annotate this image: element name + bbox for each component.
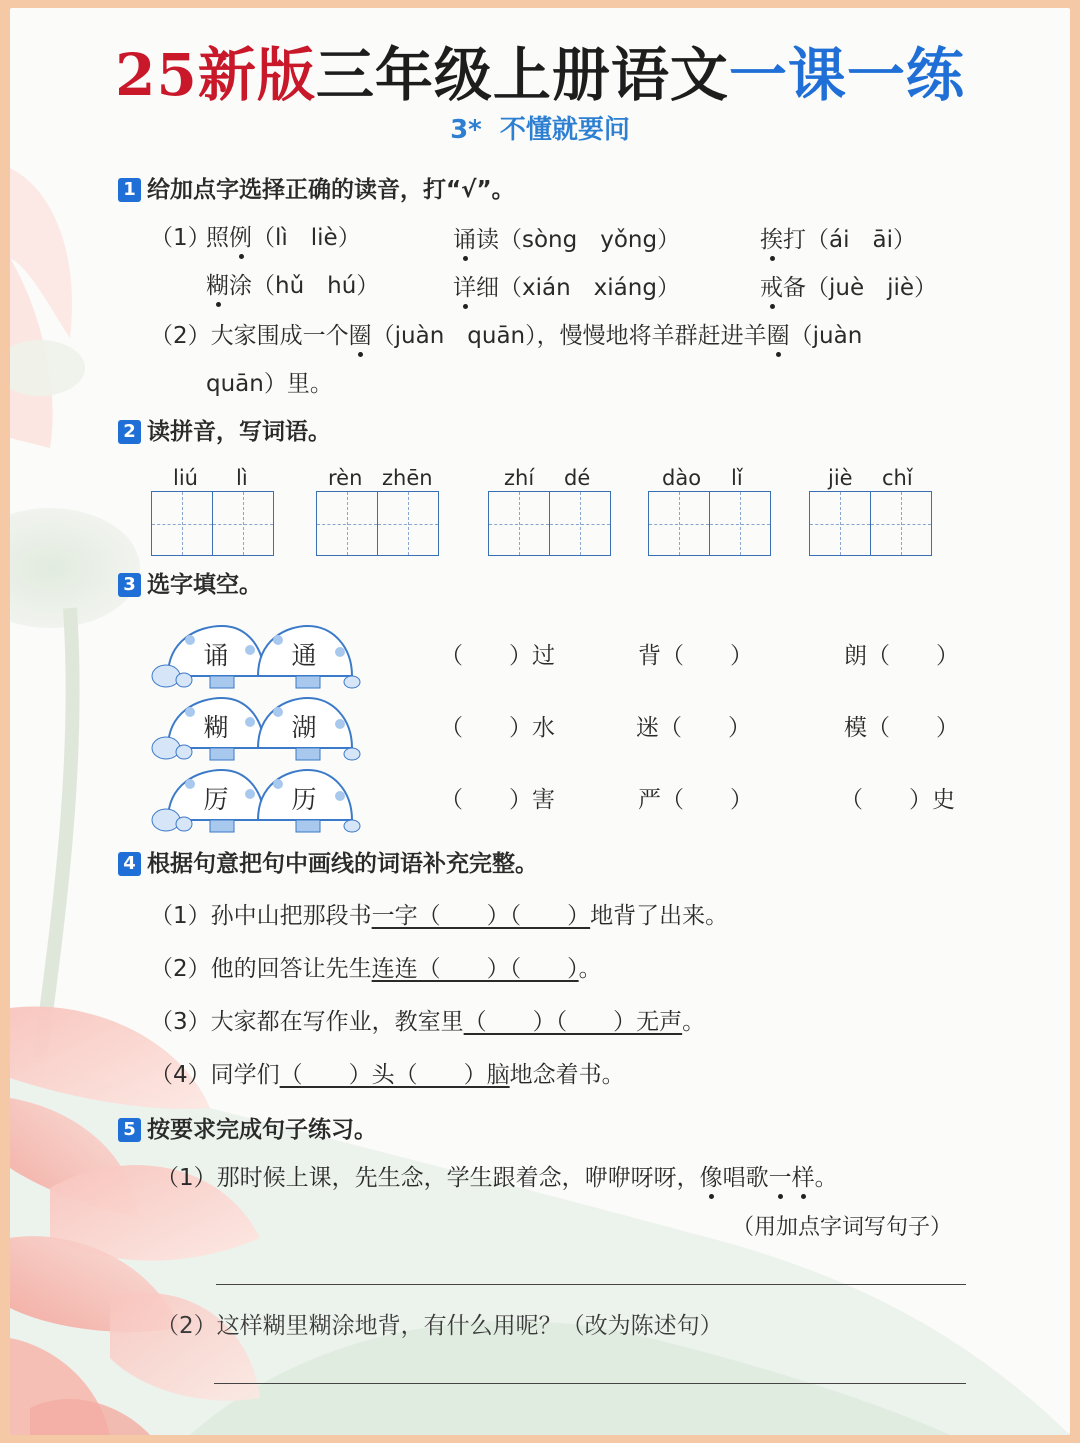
q1-dotted-char: 戒 [760,275,783,301]
q4-item-label: （1） [150,903,211,929]
q4-item-3 [150,1007,705,1037]
q1-dotted-char: 挨 [760,227,783,253]
q2-heading [118,417,331,447]
q5-prompt: 按要求完成句子练习。 [147,1117,377,1143]
q1-prompt: 给加点字选择正确的读音，打“√”。 [147,177,515,203]
q1-item-text: 打 [783,227,806,253]
q1-part2-text: 大家围成一个 [210,323,349,349]
lesson-number: 3* [450,115,482,145]
q4-item-label: （4） [150,1062,211,1088]
q5-answer-line-2[interactable] [214,1383,966,1384]
q3-number-badge: 3 [118,573,141,597]
q5-item-text: 唱歌 [722,1165,769,1191]
q3-blank[interactable]: 迷（ ） [636,715,751,741]
q4-item-text: 。 [578,956,602,982]
pinyin-label: lǐ [731,466,743,490]
q3-blank[interactable]: （ ）过 [440,643,555,669]
q1-item-text: 照 [206,225,229,251]
q5-dotted-char: 样 [791,1165,815,1191]
pinyin-label: chǐ [882,466,913,490]
q5-heading [118,1115,377,1145]
pinyin-label: dào [662,466,702,490]
q4-underlined-blank[interactable]: （ ）头（ ）脑 [279,1062,510,1088]
q3-prompt: 选字填空。 [147,572,262,598]
q1-item-jiebei [760,273,937,303]
mushroom-illustrations [146,618,366,840]
q5-answer-line-1[interactable] [216,1284,966,1285]
q2-prompt: 读拼音，写词语。 [147,419,331,445]
q1-item-xiangxi [453,273,680,303]
q1-item-zhaoli [206,223,361,253]
q3-heading [118,570,262,600]
q3-blank[interactable]: 朗（ ） [844,643,959,669]
q1-item-text: 细 [476,275,499,301]
q5-dotted-char: 一 [768,1165,792,1191]
q4-item-4 [150,1060,625,1090]
mushroom-char: 厉 [203,785,229,814]
q1-heading [118,175,515,205]
writing-grid-zhide[interactable] [488,491,611,556]
q4-item-text: 大家都在写作业，教室里 [210,1009,464,1035]
lesson-subtitle [10,112,1070,148]
worksheet-page [10,8,1070,1435]
q4-item-label: （3） [150,1009,211,1035]
q4-underlined-blank[interactable]: （ ）（ ）无声 [463,1009,683,1035]
q2-number-badge: 2 [118,420,141,444]
q4-item-text: 。 [682,1009,706,1035]
q5-item-text: 这样糊里糊涂地背，有什么用呢？（改为陈述句） [216,1313,723,1339]
q1-number-badge: 1 [118,178,141,202]
q1-item-options[interactable]: （ái āi） [806,227,916,253]
q1-part2-text[interactable]: （juàn quān），慢慢地将羊群赶进羊 [371,323,767,349]
q5-item-text: 。 [814,1165,838,1191]
q3-blank[interactable]: （ ）史 [840,787,955,813]
q1-item-text: 涂 [229,273,252,299]
q4-prompt: 根据句意把句中画线的词语补充完整。 [147,851,538,877]
q4-heading [118,849,538,879]
q4-number-badge: 4 [118,852,141,876]
q1-dotted-char: 糊 [206,273,229,299]
q4-item-text: 同学们 [210,1062,280,1088]
q5-item-2 [156,1311,723,1341]
q4-item-text: 地念着书。 [509,1062,625,1088]
pinyin-label: rèn [328,466,363,490]
q1-item-options[interactable]: （lì liè） [252,225,361,251]
q1-item-text: 备 [783,275,806,301]
mushroom-char: 诵 [203,641,229,670]
title-grade-text: 三年级上册语文 [315,41,729,109]
writing-grid-daoli[interactable] [648,491,771,556]
q1-part2-label: （2） [150,323,211,349]
q3-blank[interactable]: 严（ ） [638,787,753,813]
q1-item-hutu [206,271,379,301]
q1-part2-line1 [150,321,862,351]
pinyin-label: zhí [504,466,535,490]
q4-item-2 [150,954,602,984]
q4-item-1 [150,901,728,931]
writing-grid-renzhen[interactable] [316,491,439,556]
q4-item-label: （2） [150,956,211,982]
q3-blank[interactable]: 背（ ） [638,643,753,669]
q3-blank[interactable]: （ ）水 [440,715,555,741]
q1-item-aida [760,225,916,255]
q1-part2-text[interactable]: quān）里。 [206,371,333,397]
q1-dotted-char: 圈 [766,323,790,349]
q4-item-text: 他的回答让先生 [210,956,372,982]
q1-dotted-char: 例 [229,225,252,251]
q4-item-text: 孙中山把那段书 [210,903,372,929]
pinyin-label: dé [564,466,591,490]
q1-part1-label [150,223,211,253]
q5-dotted-char: 像 [699,1165,723,1191]
title-practice-text: 一课一练 [728,41,965,109]
q5-item-label: （1） [156,1165,217,1191]
q1-item-options[interactable]: （xián xiáng） [499,275,680,301]
writing-grid-jiechi[interactable] [809,491,932,556]
page-title [10,38,1070,112]
q1-item-options[interactable]: （juè jiè） [806,275,938,301]
q1-dotted-char: 圈 [348,323,372,349]
q5-item-1-requirement: （用加点字词写句子） [732,1215,953,1240]
pinyin-label: zhēn [382,466,433,490]
pinyin-label: lì [236,466,248,490]
q5-number-badge: 5 [118,1118,141,1142]
q4-underlined-blank[interactable]: 连连（ ）（ ） [371,956,579,982]
pinyin-label: jiè [828,466,853,490]
mushroom-char: 历 [291,785,317,814]
lesson-title: 不懂就要问 [499,115,630,145]
q1-dotted-char: 详 [453,275,476,301]
q3-blank[interactable]: （ ）害 [440,787,555,813]
mushroom-char: 湖 [291,713,317,742]
title-version-text: 25新版 [115,41,316,109]
q1-item-text: 读 [476,227,499,253]
mushroom-char: 通 [291,641,317,670]
q4-underlined-blank[interactable]: 一字（ ）（ ） [371,903,591,929]
mushroom-char: 糊 [203,713,229,742]
q5-item-label: （2） [156,1313,217,1339]
q1-item-options[interactable]: （sòng yǒng） [499,227,681,253]
q5-item-1 [156,1163,838,1193]
q5-item-text: 那时候上课，先生念，学生跟着念，咿咿呀呀， [216,1165,700,1191]
q1-dotted-char: 诵 [453,227,476,253]
q1-part2-text[interactable]: （juàn [789,323,863,349]
writing-grid-liuli[interactable] [151,491,274,556]
q1-part1-label-text: （1） [150,225,211,251]
q1-part2-line2 [206,369,333,399]
q1-item-songdu [453,225,680,255]
q1-item-options[interactable]: （hǔ hú） [252,273,380,299]
q3-blank[interactable]: 模（ ） [844,715,959,741]
q4-item-text: 地背了出来。 [590,903,729,929]
pinyin-label: liú [173,466,198,490]
